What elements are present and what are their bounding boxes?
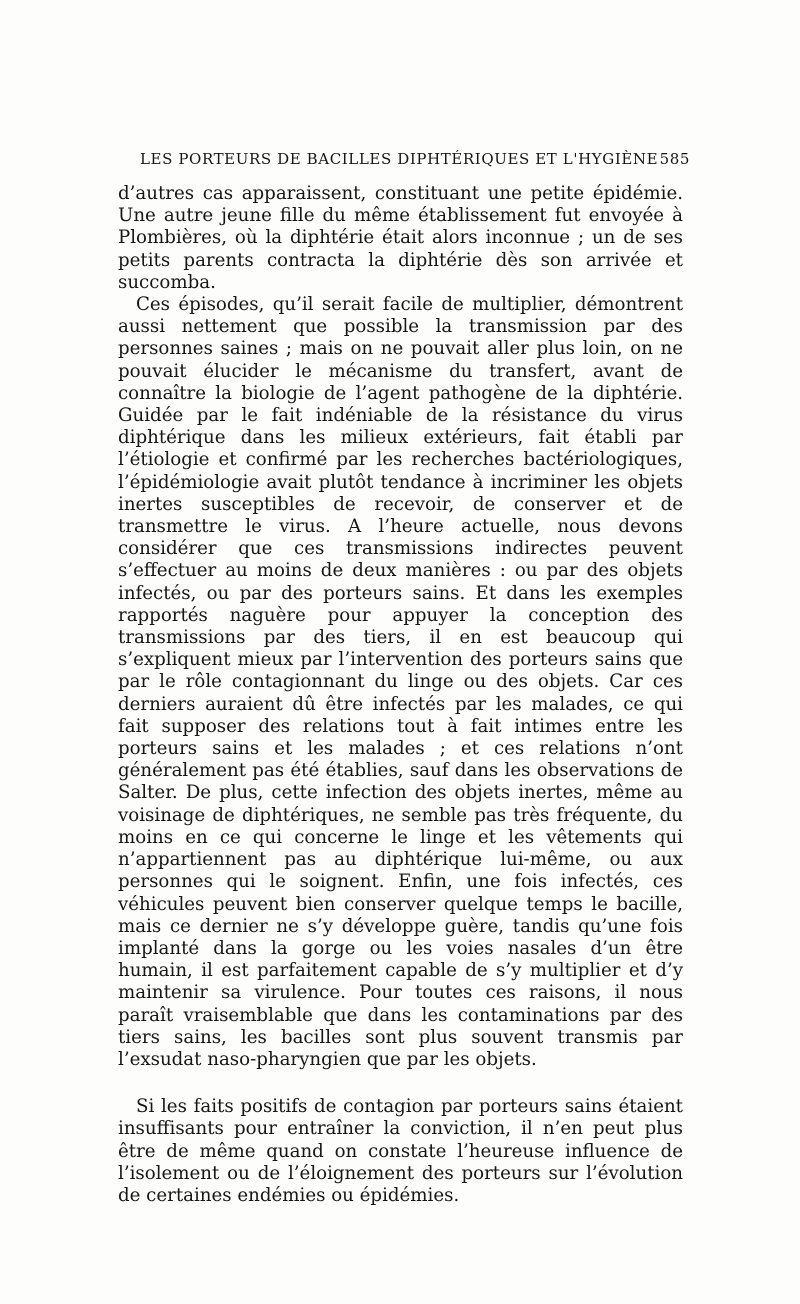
running-title: LES PORTEURS DE BACILLES DIPHTÉRIQUES ET L'HYGIÈNE — [140, 150, 659, 168]
paragraph-3: Si les faits positifs de contagion par porteurs sains étaient insuffisants pour entraîner la conviction, il n’en peut plus être de même quand on constate l’heureuse influence de l’isolement ou de l’éloignement des porteurs sur l’évolution de certaines endémies ou épidémies. — [118, 1096, 683, 1206]
paragraph-spacer — [118, 1071, 683, 1096]
running-header — [118, 150, 690, 172]
page-number: 585 — [659, 150, 690, 168]
paragraph-1: d’autres cas apparaissent, constituant une petite épidémie. Une autre jeune fille du même établissement fut envoyée à Plombières, où la diphtérie était alors inconnue ; un de ses petits parents contracta la diphtérie dès son arrivée et succomba. — [118, 183, 683, 293]
body-text — [118, 183, 683, 1207]
paragraph-2: Ces épisodes, qu’il serait facile de multiplier, démontrent aussi nettement que possible la transmission par des personnes saines ; mais on ne pouvait aller plus loin, on ne pouvait élucider le mécanisme du transfert, avant de connaître la biologie de l’agent pathogène de la diphtérie. Guidée par le fait indéniable de la résistance du virus diphtérique dans les milieux extérieurs, fait établi par l’étiologie et confirmé par les recherches bactériologiques, l’épidémiologie avait plutôt tendance à incriminer les objets inertes susceptibles de recevoir, de conserver et de transmettre le virus. A l’heure actuelle, nous devons considérer que ces transmissions indirectes peuvent s’effectuer au moins de deux manières : ou par des objets infectés, ou par des porteurs sains. Et dans les exemples rapportés naguère pour appuyer la conception des transmissions par des tiers, il en est beaucoup qui s’expliquent mieux par l’intervention des porteurs sains que par le rôle contagionnant du linge ou des objets. Car ces derniers auraient dû être infectés par les malades, ce qui fait supposer des relations tout à fait intimes entre les porteurs sains et les malades ; et ces relations n’ont généralement pas été établies, sauf dans les observations de Salter. De plus, cette infection des objets inertes, même au voisinage de diphtériques, ne semble pas très fréquente, du moins en ce qui concerne le linge et les vêtements qui n’appartiennent pas au diphtérique lui-même, ou aux personnes qui le soignent. Enfin, une fois infectés, ces véhicules peuvent bien conserver quelque temps le bacille, mais ce dernier ne s’y développe guère, tandis qu’une fois implanté dans la gorge ou les voies nasales d’un être humain, il est parfaitement capable de s’y multiplier et d’y maintenir sa virulence. Pour toutes ces raisons, il nous paraît vraisemblable que dans les contaminations par des tiers sains, les bacilles sont plus souvent transmis par l’exsudat naso-pharyngien que par les objets. — [118, 294, 683, 1070]
